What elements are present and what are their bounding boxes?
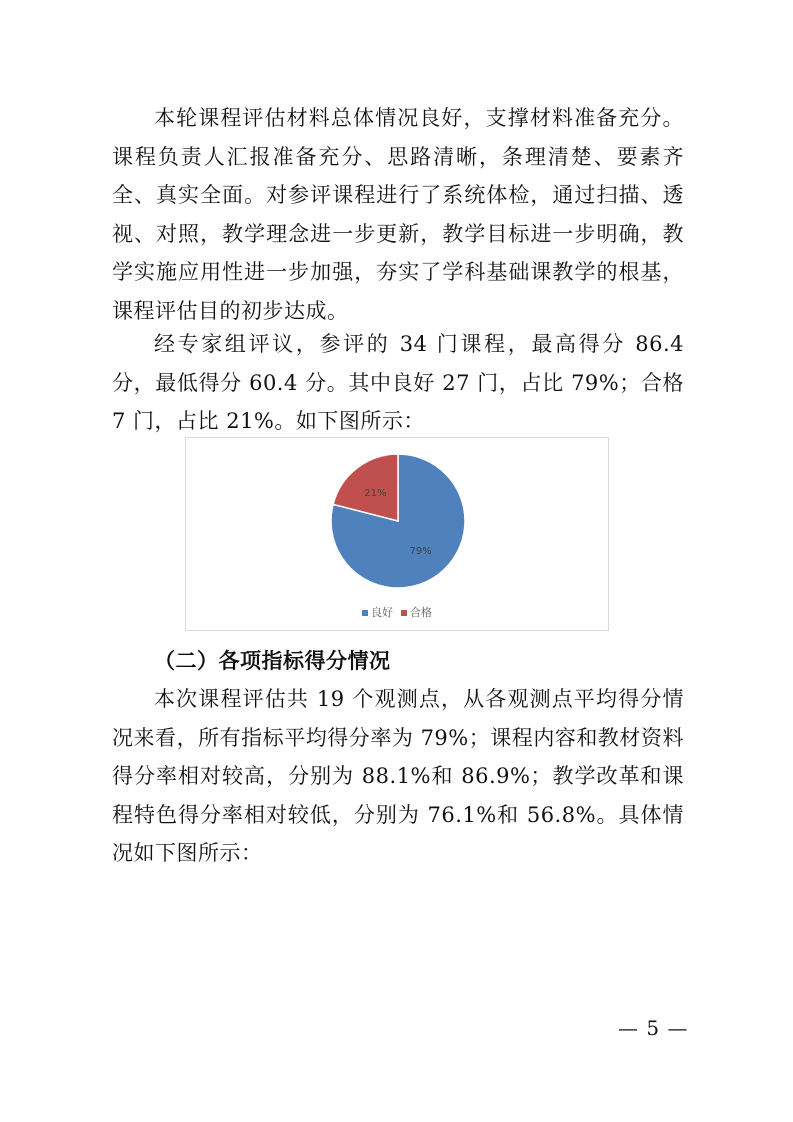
section-heading: （二）各项指标得分情况	[154, 649, 391, 673]
paragraph-score-results: 经专家组评议，参评的 34 门课程，最高得分 86.4 分，最低得分 60.4 分。其中良好 27 门，占比 79%；合格 7 门，占比 21%。如下图所示：	[112, 332, 684, 433]
pie-data-label: 21%	[364, 487, 387, 499]
paragraph-indicator-scores: 本次课程评估共 19 个观测点，从各观测点平均得分情况来看，所有指标平均得分率为 79%；课程内容和教材资料得分率相对较高，分别为 88.1%和 86.9%；教学改革和课程特色得分率相对较低，分别为 76.1%和 56.8%。具体情况如下图所示：	[112, 687, 684, 865]
legend-label: 合格	[410, 606, 432, 619]
page-number: — 5 —	[618, 1016, 689, 1040]
paragraph-evaluation-summary: 本轮课程评估材料总体情况良好，支撑材料准备充分。课程负责人汇报准备充分、思路清晰，条理清楚、要素齐全、真实全面。对参评课程进行了系统体检，通过扫描、透视、对照，教学理念进一步更新，教学目标进一步明确，教学实施应用性进一步加强，夯实了学科基础课教学的根基，课程评估目的初步达成。	[112, 106, 684, 323]
legend-item	[401, 604, 432, 620]
legend-item	[362, 604, 393, 620]
pie-chart-svg	[186, 438, 610, 632]
pie-chart	[185, 437, 609, 631]
legend-swatch	[401, 610, 407, 616]
legend-label: 良好	[371, 606, 393, 619]
chart-legend	[186, 604, 608, 620]
pie-data-label: 79%	[409, 546, 432, 558]
legend-swatch	[362, 610, 368, 616]
